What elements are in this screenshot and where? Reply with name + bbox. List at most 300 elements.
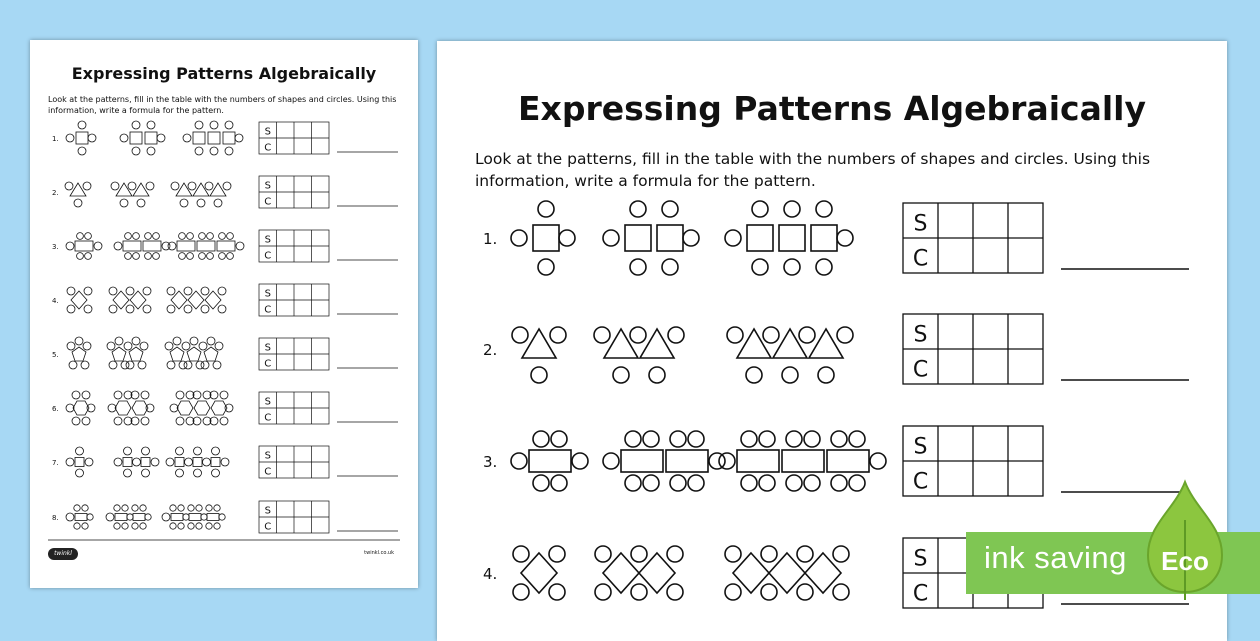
pattern-circle — [173, 337, 181, 345]
pattern-circle — [512, 327, 528, 343]
pattern-circle — [227, 253, 234, 260]
pattern-circle — [214, 523, 220, 529]
pattern-shape — [115, 514, 127, 521]
pattern-shape — [811, 225, 837, 251]
pattern-shape — [211, 458, 220, 467]
pattern-circle — [594, 327, 610, 343]
pattern-shape — [666, 450, 708, 472]
pattern-circle — [551, 475, 567, 491]
table-row-label-circles: C — [264, 412, 272, 424]
eco-label: Eco — [1161, 546, 1209, 576]
pattern-circle — [178, 523, 184, 529]
table-row-label-circles: C — [264, 250, 272, 262]
pattern-circle — [725, 546, 741, 562]
pattern-circle — [188, 523, 194, 529]
pattern-circle — [133, 253, 140, 260]
pattern-circle — [725, 230, 741, 246]
pattern-circle — [85, 233, 92, 240]
pattern-circle — [199, 233, 206, 240]
pattern-circle — [132, 523, 138, 529]
pattern-circle — [533, 431, 549, 447]
pattern-circle — [166, 458, 174, 466]
pattern-circle — [759, 475, 775, 491]
pattern-shape — [75, 241, 93, 251]
pattern-circle — [167, 361, 175, 369]
pattern-circle — [162, 513, 170, 521]
table-row-label-shapes: S — [264, 126, 271, 138]
pattern-circle — [219, 253, 226, 260]
pattern-number: 4. — [52, 297, 59, 305]
pattern-circle — [75, 337, 83, 345]
pattern-circle — [833, 584, 849, 600]
pattern-circle — [538, 201, 554, 217]
pattern-shape — [217, 241, 235, 251]
pattern-circle — [531, 367, 547, 383]
pattern-circle — [603, 453, 619, 469]
pattern-circle — [114, 242, 122, 250]
pattern-circle — [761, 546, 777, 562]
pattern-circle — [197, 199, 205, 207]
pattern-circle — [72, 417, 80, 425]
pattern-shape — [143, 241, 161, 251]
pattern-circle — [82, 505, 88, 511]
pattern-circle — [76, 469, 84, 477]
pattern-shape — [75, 458, 84, 467]
pattern-circle — [69, 361, 77, 369]
pattern-circle — [551, 431, 567, 447]
pattern-shape — [130, 132, 142, 144]
pattern-shape — [177, 241, 195, 251]
pattern-circle — [752, 201, 768, 217]
pattern-circle — [67, 287, 75, 295]
pattern-circle — [109, 361, 117, 369]
pattern-circle — [188, 505, 194, 511]
pattern-circle — [214, 199, 222, 207]
pattern-shape — [529, 450, 571, 472]
worksheet-preview-small — [30, 40, 418, 588]
pattern-circle — [219, 233, 226, 240]
pattern-circle — [849, 431, 865, 447]
pattern-circle — [141, 391, 149, 399]
pattern-number: 7. — [52, 459, 59, 467]
worksheet-title-large: Expressing Patterns Algebraically — [518, 89, 1146, 128]
table-row-label-shapes: S — [264, 450, 271, 462]
pattern-circle — [670, 475, 686, 491]
pattern-circle — [549, 546, 565, 562]
pattern-shape — [70, 183, 86, 196]
pattern-circle — [114, 505, 120, 511]
table-row-label-circles: C — [912, 357, 929, 383]
pattern-circle — [613, 367, 629, 383]
pattern-circle — [157, 134, 165, 142]
pattern-circle — [207, 233, 214, 240]
pattern-circle — [218, 305, 226, 313]
pattern-circle — [87, 514, 93, 520]
table-row-label-circles: C — [264, 196, 272, 208]
pattern-circle — [165, 342, 173, 350]
pattern-number: 1. — [483, 230, 498, 248]
pattern-circle — [533, 475, 549, 491]
pattern-circle — [170, 505, 176, 511]
pattern-circle — [643, 475, 659, 491]
pattern-circle — [831, 475, 847, 491]
pattern-circle — [833, 546, 849, 562]
pattern-circle — [799, 327, 815, 343]
pattern-circle — [190, 337, 198, 345]
table-row-label-shapes: S — [264, 342, 271, 354]
pattern-circle — [74, 523, 80, 529]
pattern-circle — [78, 147, 86, 155]
pattern-circle — [220, 417, 228, 425]
pattern-circle — [212, 469, 220, 477]
pattern-number: 3. — [483, 453, 498, 471]
pattern-circle — [82, 523, 88, 529]
pattern-circle — [630, 201, 646, 217]
pattern-circle — [120, 134, 128, 142]
pattern-circle — [183, 514, 189, 520]
pattern-circle — [124, 469, 132, 477]
pattern-circle — [205, 182, 213, 190]
pattern-circle — [538, 259, 554, 275]
table-row-label-shapes: S — [264, 396, 271, 408]
pattern-circle — [76, 447, 84, 455]
pattern-circle — [77, 233, 84, 240]
pattern-circle — [195, 121, 203, 129]
pattern-circle — [115, 337, 123, 345]
pattern-circle — [870, 453, 886, 469]
pattern-circle — [786, 475, 802, 491]
pattern-circle — [662, 259, 678, 275]
pattern-circle — [187, 233, 194, 240]
pattern-circle — [114, 391, 122, 399]
pattern-circle — [199, 253, 206, 260]
pattern-circle — [206, 523, 212, 529]
pattern-circle — [126, 305, 134, 313]
pattern-circle — [114, 417, 122, 425]
pattern-circle — [643, 431, 659, 447]
pattern-circle — [725, 584, 741, 600]
pattern-circle — [203, 458, 211, 466]
table-row-label-shapes: S — [264, 505, 271, 517]
pattern-shape — [533, 225, 559, 251]
pattern-circle — [106, 513, 114, 521]
pattern-circle — [831, 431, 847, 447]
pattern-shape — [210, 183, 226, 196]
pattern-circle — [74, 505, 80, 511]
pattern-circle — [759, 431, 775, 447]
pattern-circle — [741, 475, 757, 491]
pattern-number: 2. — [483, 341, 498, 359]
pattern-circle — [185, 458, 193, 466]
pattern-circle — [662, 201, 678, 217]
pattern-circle — [194, 469, 202, 477]
pattern-circle — [153, 233, 160, 240]
pattern-number: 3. — [52, 243, 59, 251]
pattern-circle — [128, 182, 136, 190]
pattern-circle — [207, 337, 215, 345]
table-row-label-circles: C — [264, 142, 272, 154]
table-row-label-shapes: S — [913, 546, 928, 572]
pattern-circle — [688, 431, 704, 447]
pattern-shape — [75, 514, 87, 521]
footer-url: twinkl.co.uk — [364, 550, 394, 556]
pattern-circle — [126, 361, 134, 369]
pattern-circle — [784, 259, 800, 275]
pattern-circle — [77, 253, 84, 260]
pattern-circle — [236, 242, 244, 250]
pattern-circle — [180, 199, 188, 207]
pattern-circle — [138, 361, 146, 369]
pattern-shape — [133, 514, 145, 521]
pattern-circle — [140, 505, 146, 511]
pattern-circle — [215, 342, 223, 350]
pattern-circle — [220, 391, 228, 399]
pattern-shape — [193, 132, 205, 144]
pattern-circle — [132, 147, 140, 155]
pattern-circle — [179, 253, 186, 260]
pattern-circle — [194, 447, 202, 455]
pattern-circle — [187, 253, 194, 260]
pattern-shape — [73, 401, 89, 415]
pattern-circle — [122, 505, 128, 511]
pattern-circle — [84, 287, 92, 295]
pattern-circle — [513, 546, 529, 562]
pattern-shape — [76, 132, 88, 144]
pattern-circle — [109, 287, 117, 295]
pattern-shape — [621, 450, 663, 472]
pattern-circle — [752, 259, 768, 275]
pattern-circle — [511, 230, 527, 246]
pattern-circle — [235, 134, 243, 142]
pattern-circle — [210, 147, 218, 155]
pattern-circle — [625, 475, 641, 491]
pattern-circle — [126, 287, 134, 295]
pattern-circle — [83, 182, 91, 190]
pattern-circle — [746, 367, 762, 383]
pattern-shape — [779, 225, 805, 251]
pattern-circle — [625, 431, 641, 447]
pattern-circle — [178, 505, 184, 511]
pattern-circle — [201, 287, 209, 295]
pattern-circle — [667, 546, 683, 562]
table-row-label-shapes: S — [913, 211, 928, 237]
pattern-circle — [213, 361, 221, 369]
pattern-circle — [816, 201, 832, 217]
pattern-shape — [827, 450, 869, 472]
pattern-circle — [82, 417, 90, 425]
pattern-circle — [151, 458, 159, 466]
pattern-circle — [549, 584, 565, 600]
pattern-circle — [667, 584, 683, 600]
pattern-circle — [66, 513, 74, 521]
pattern-circle — [572, 453, 588, 469]
pattern-circle — [133, 233, 140, 240]
pattern-circle — [199, 342, 207, 350]
pattern-circle — [85, 253, 92, 260]
pattern-circle — [212, 447, 220, 455]
pattern-circle — [221, 458, 229, 466]
pattern-shape — [123, 458, 132, 467]
pattern-circle — [595, 584, 611, 600]
pattern-circle — [132, 121, 140, 129]
pattern-number: 2. — [52, 189, 59, 197]
pattern-circle — [727, 327, 743, 343]
eco-leaf-icon — [1146, 480, 1224, 600]
pattern-circle — [66, 458, 74, 466]
pattern-shape — [207, 514, 219, 521]
pattern-circle — [67, 342, 75, 350]
pattern-circle — [142, 469, 150, 477]
pattern-circle — [145, 233, 152, 240]
pattern-circle — [668, 327, 684, 343]
table-row-label-circles: C — [264, 304, 272, 316]
pattern-circle — [227, 233, 234, 240]
pattern-circle — [133, 458, 141, 466]
pattern-circle — [837, 230, 853, 246]
pattern-circle — [683, 230, 699, 246]
pattern-circle — [649, 367, 665, 383]
table-row-label-circles: C — [264, 466, 272, 478]
pattern-circle — [109, 305, 117, 313]
pattern-circle — [140, 342, 148, 350]
pattern-circle — [114, 458, 122, 466]
pattern-circle — [176, 417, 184, 425]
pattern-circle — [184, 287, 192, 295]
pattern-circle — [137, 199, 145, 207]
pattern-circle — [171, 182, 179, 190]
pattern-shape — [177, 401, 193, 415]
pattern-circle — [82, 391, 90, 399]
pattern-circle — [630, 259, 646, 275]
twinkl-logo: twinkl — [48, 548, 78, 560]
pattern-circle — [816, 259, 832, 275]
pattern-circle — [196, 505, 202, 511]
pattern-circle — [631, 546, 647, 562]
pattern-circle — [786, 431, 802, 447]
ink-saving-label: ink saving — [984, 540, 1127, 575]
pattern-circle — [120, 199, 128, 207]
pattern-circle — [143, 287, 151, 295]
pattern-circle — [85, 458, 93, 466]
pattern-shape — [782, 450, 824, 472]
pattern-circle — [125, 253, 132, 260]
pattern-circle — [210, 121, 218, 129]
pattern-circle — [145, 514, 151, 520]
pattern-circle — [201, 514, 207, 520]
pattern-circle — [145, 253, 152, 260]
pattern-shape — [171, 514, 183, 521]
table-row-label-shapes: S — [264, 180, 271, 192]
pattern-circle — [559, 230, 575, 246]
pattern-circle — [167, 305, 175, 313]
pattern-circle — [114, 523, 120, 529]
pattern-circle — [804, 475, 820, 491]
pattern-circle — [214, 505, 220, 511]
pattern-circle — [72, 391, 80, 399]
pattern-circle — [225, 121, 233, 129]
pattern-circle — [146, 182, 154, 190]
pattern-shape — [194, 401, 210, 415]
pattern-shape — [193, 458, 202, 467]
pattern-circle — [146, 404, 154, 412]
table-row-label-circles: C — [912, 581, 929, 607]
pattern-circle — [67, 305, 75, 313]
pattern-circle — [603, 230, 619, 246]
pattern-circle — [797, 546, 813, 562]
table-row-label-shapes: S — [913, 322, 928, 348]
pattern-circle — [74, 199, 82, 207]
pattern-shape — [208, 132, 220, 144]
pattern-circle — [170, 523, 176, 529]
pattern-circle — [65, 182, 73, 190]
pattern-shape — [625, 225, 651, 251]
pattern-number: 5. — [52, 351, 59, 359]
pattern-number: 8. — [52, 514, 59, 522]
pattern-shape — [189, 514, 201, 521]
pattern-circle — [630, 327, 646, 343]
pattern-circle — [78, 121, 86, 129]
pattern-circle — [176, 391, 184, 399]
pattern-circle — [111, 182, 119, 190]
pattern-shape — [145, 132, 157, 144]
pattern-circle — [127, 514, 133, 520]
pattern-circle — [184, 361, 192, 369]
pattern-circle — [195, 147, 203, 155]
pattern-circle — [225, 404, 233, 412]
pattern-circle — [125, 233, 132, 240]
pattern-circle — [179, 233, 186, 240]
worksheet-instructions-large: Look at the patterns, fill in the table with the numbers of shapes and circles. Using this information, write a formula for the pattern. — [475, 150, 1151, 190]
pattern-circle — [176, 447, 184, 455]
table-row-label-circles: C — [912, 246, 929, 272]
pattern-circle — [124, 447, 132, 455]
pattern-circle — [182, 342, 190, 350]
pattern-circle — [688, 475, 704, 491]
pattern-circle — [132, 505, 138, 511]
pattern-circle — [797, 584, 813, 600]
table-row-label-shapes: S — [264, 288, 271, 300]
pattern-circle — [761, 584, 777, 600]
pattern-shape — [747, 225, 773, 251]
pattern-circle — [183, 134, 191, 142]
pattern-circle — [87, 404, 95, 412]
pattern-circle — [124, 342, 132, 350]
pattern-circle — [218, 287, 226, 295]
pattern-circle — [167, 287, 175, 295]
pattern-circle — [763, 327, 779, 343]
pattern-circle — [143, 305, 151, 313]
pattern-circle — [782, 367, 798, 383]
pattern-circle — [142, 447, 150, 455]
pattern-circle — [670, 431, 686, 447]
pattern-number: 6. — [52, 405, 59, 413]
pattern-circle — [225, 147, 233, 155]
pattern-circle — [147, 147, 155, 155]
pattern-shape — [115, 401, 131, 415]
pattern-circle — [206, 505, 212, 511]
pattern-circle — [201, 305, 209, 313]
table-row-label-shapes: S — [913, 434, 928, 460]
pattern-shape — [197, 241, 215, 251]
pattern-circle — [207, 253, 214, 260]
pattern-shape — [657, 225, 683, 251]
pattern-shape — [737, 450, 779, 472]
pattern-circle — [122, 523, 128, 529]
pattern-circle — [550, 327, 566, 343]
pattern-circle — [818, 367, 834, 383]
worksheet-instructions-small: Look at the patterns, fill in the table with the numbers of shapes and circles. Using this information, write a formula for the pattern. — [48, 95, 397, 115]
pattern-circle — [176, 469, 184, 477]
